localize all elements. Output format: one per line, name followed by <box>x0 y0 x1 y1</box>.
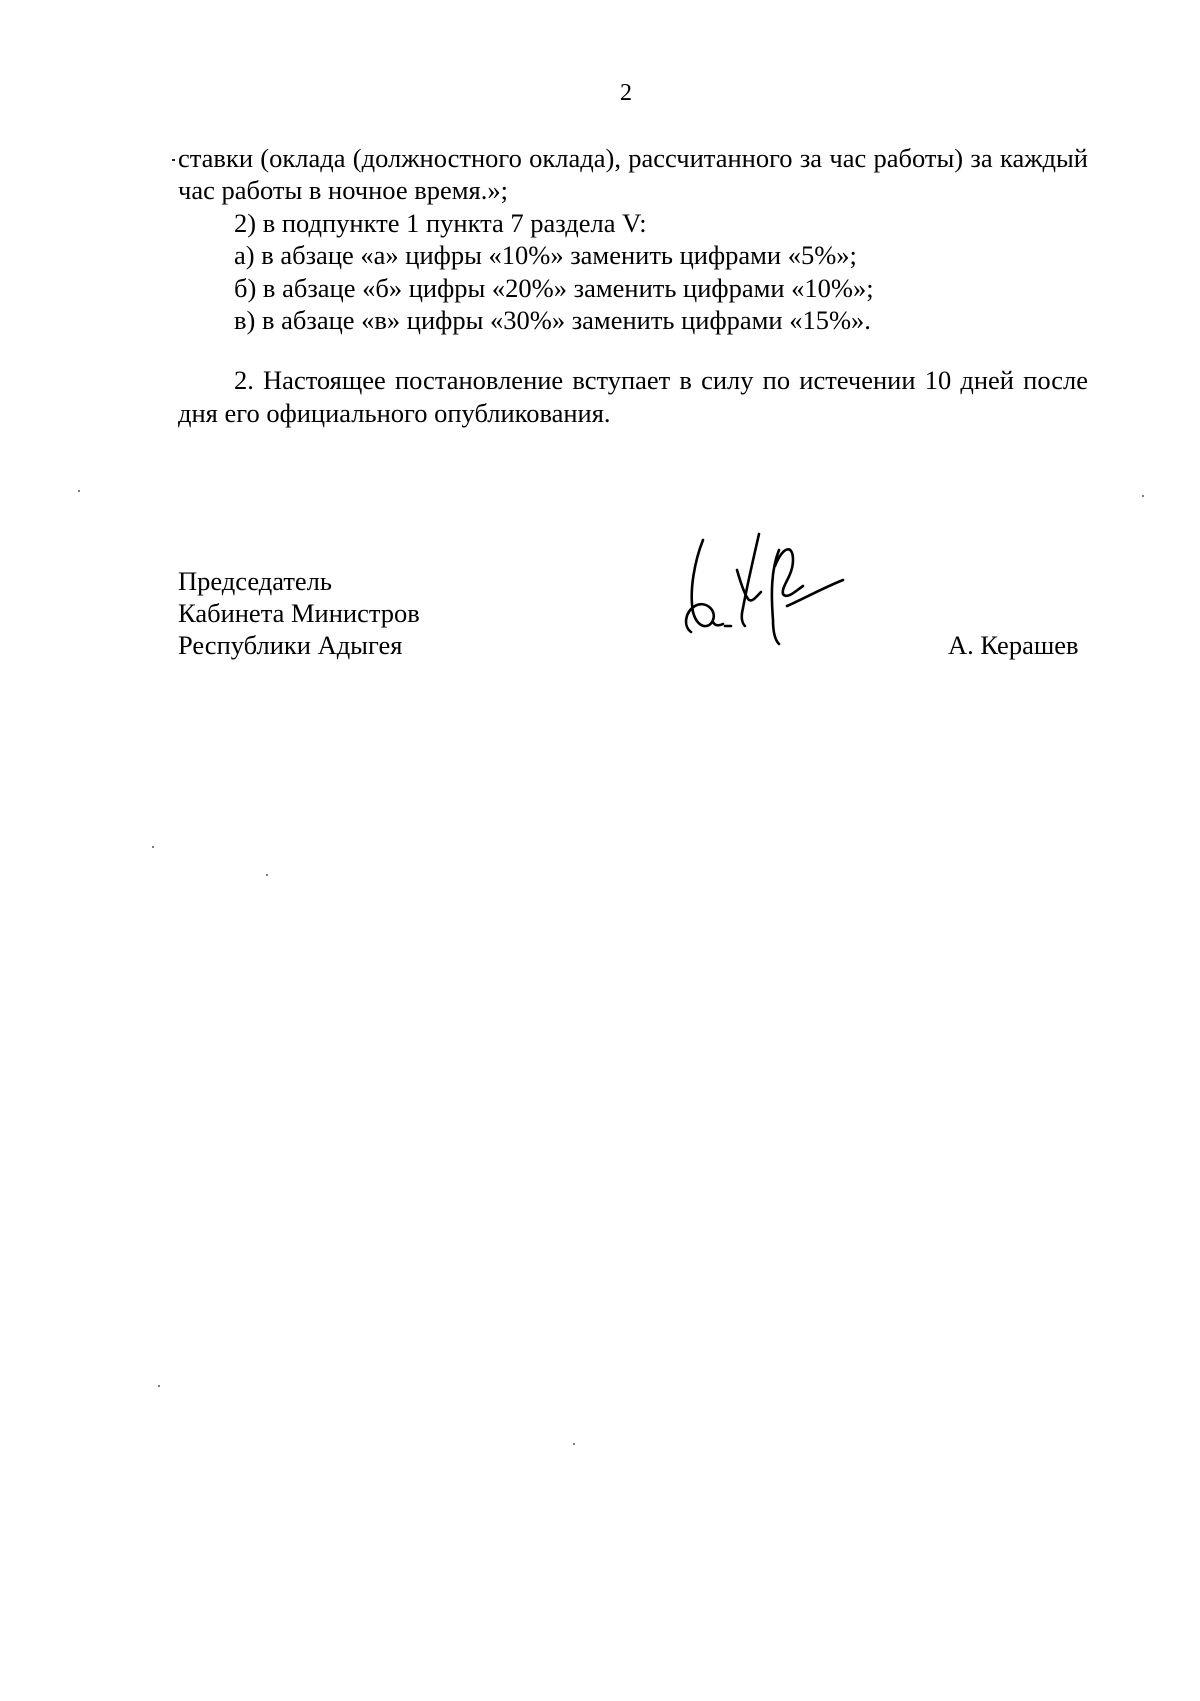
signatory-title-line: Кабинета Министров <box>178 598 420 628</box>
scan-speck <box>266 874 268 876</box>
scan-speck <box>573 1443 575 1445</box>
handwritten-signature <box>675 530 855 660</box>
signatory-title <box>178 565 420 661</box>
paragraph-item-v: в) в абзаце «в» цифры «30%» заменить цифрами «15%». <box>234 305 871 336</box>
paragraph-point-2: 2. Настоящее постановление вступает в силу по истечении 10 дней после дня его официального опубликования. <box>178 365 1088 428</box>
document-body <box>178 142 1088 429</box>
signatory-title-line: Председатель <box>178 566 332 596</box>
paragraph-item-a: а) в абзаце «а» цифры «10%» заменить цифрами «5%»; <box>234 240 857 271</box>
page-number: 2 <box>620 80 632 106</box>
paragraph-continuation: ставки (оклада (должностного оклада), рассчитанного за час работы) за каждый час работы в ночное время.»; <box>178 143 1088 206</box>
signatory-title-line: Республики Адыгея <box>178 630 403 660</box>
scan-speck <box>78 490 80 492</box>
scan-mark <box>172 159 175 161</box>
paragraph-subpoint-2: 2) в подпункте 1 пункта 7 раздела V: <box>234 207 647 238</box>
signatory-name: А. Керашев <box>948 630 1079 660</box>
scan-speck <box>1142 495 1144 497</box>
paragraph-item-b: б) в абзаце «б» цифры «20%» заменить цифрами «10%»; <box>234 272 874 303</box>
scan-speck <box>158 1385 160 1387</box>
scan-speck <box>152 846 154 848</box>
